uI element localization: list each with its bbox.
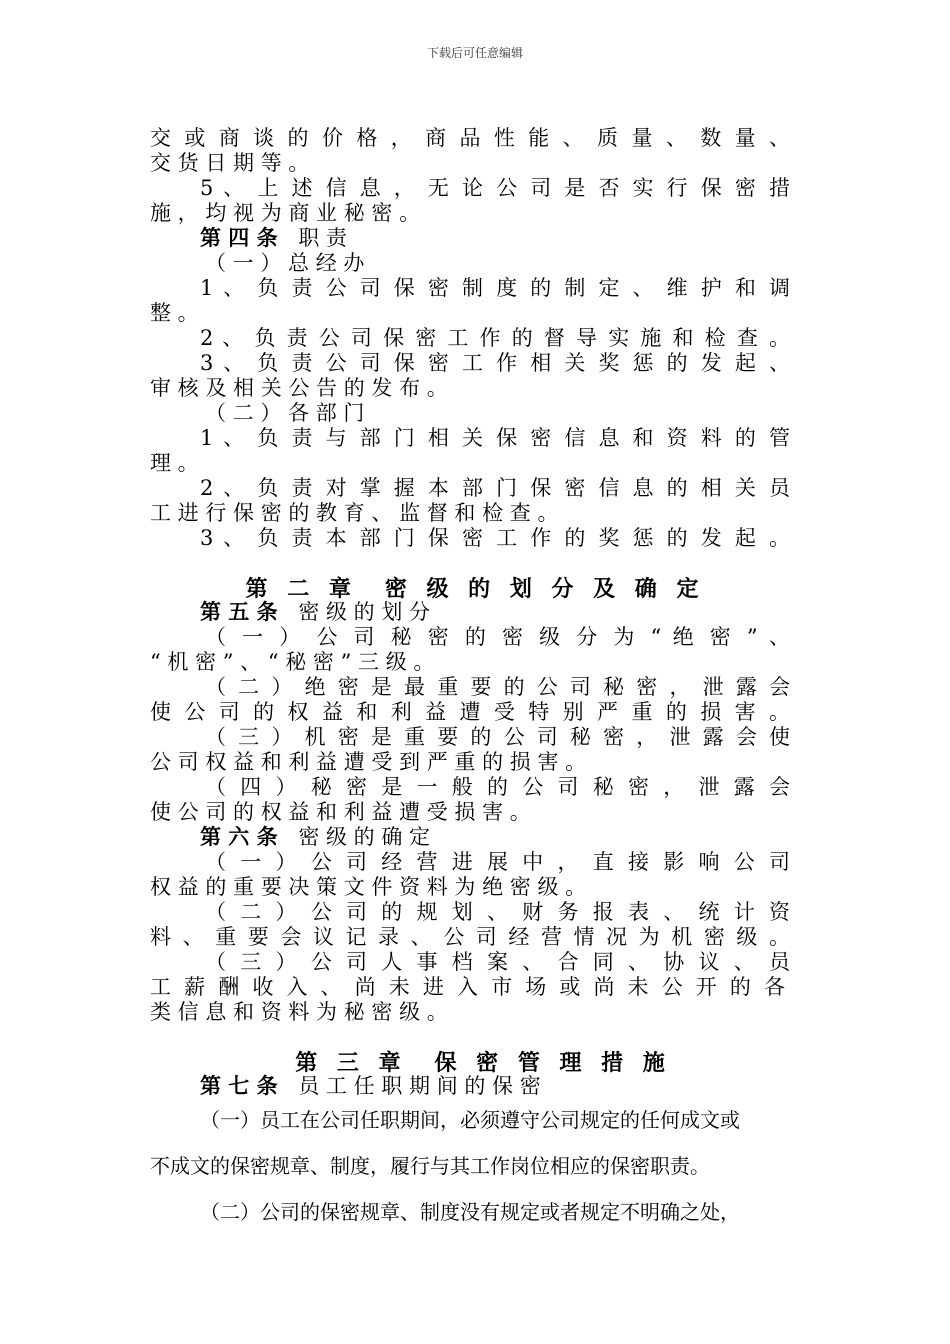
article-label: 第 四 条 — [200, 225, 278, 250]
article-6-heading — [200, 824, 840, 850]
text-line: 公 司 权 益 和 利 益 遭 受 到 严 重 的 损 害 。 — [150, 750, 587, 774]
text-line: 1 、 负 责 公 司 保 密 制 度 的 制 定 、 维 护 和 调 — [200, 276, 790, 300]
article-label: 第 六 条 — [200, 824, 278, 849]
paragraph-line: 不成文的保密规章、制度，履行与其工作岗位相应的保密职责。 — [150, 1154, 710, 1178]
text-line: （ 一 ） 公 司 经 营 进 展 中 ， 直 接 影 响 公 司 — [205, 850, 790, 874]
text-line: （ 一 ） 公 司 秘 密 的 密 级 分 为 “ 绝 密 ” 、 — [205, 625, 790, 649]
article-title: 密 级 的 确 定 — [298, 825, 431, 849]
text-line: 2 、 负 责 公 司 保 密 工 作 的 督 导 实 施 和 检 查 。 — [200, 326, 790, 350]
text-line: 整 。 — [150, 301, 199, 325]
text-line: 交 货 日 期 等 。 — [150, 151, 310, 175]
text-line: 工 进 行 保 密 的 教 育 、 监 督 和 检 查 。 — [150, 501, 559, 525]
chapter-3-title: 第 三 章 保 密 管 理 措 施 — [295, 1050, 671, 1076]
text-line: 3 、 负 责 本 部 门 保 密 工 作 的 奖 惩 的 发 起 。 — [200, 526, 790, 550]
article-title: 员 工 任 职 期 间 的 保 密 — [298, 1074, 541, 1098]
article-label: 第 七 条 — [200, 1073, 278, 1098]
article-4-heading — [200, 225, 840, 251]
text-line: 使 公 司 的 权 益 和 利 益 遭 受 损 害 。 — [150, 800, 531, 824]
article-label: 第 五 条 — [200, 599, 278, 624]
text-line: （ 三 ） 机 密 是 重 要 的 公 司 秘 密 ， 泄 露 会 使 — [205, 725, 790, 749]
text-line: 料 、 重 要 会 议 记 录 、 公 司 经 营 情 况 为 机 密 级 。 — [150, 925, 790, 949]
paragraph-line: （一）员工在公司任职期间，必须遵守公司规定的任何成文或 — [200, 1108, 740, 1132]
article-7-heading — [200, 1073, 840, 1099]
text-line: （ 四 ） 秘 密 是 一 般 的 公 司 秘 密 ， 泄 露 会 — [205, 775, 790, 799]
text-line: 施 ， 均 视 为 商 业 秘 密 。 — [150, 201, 421, 225]
text-line: 交 或 商 谈 的 价 格 ， 商 品 性 能 、 质 量 、 数 量 、 — [150, 126, 790, 150]
text-line: 3 、 负 责 公 司 保 密 工 作 相 关 奖 惩 的 发 起 、 — [200, 351, 790, 375]
text-line: 2 、 负 责 对 掌 握 本 部 门 保 密 信 息 的 相 关 员 — [200, 476, 790, 500]
paragraph-line: （二）公司的保密规章、制度没有规定或者规定不明确之处， — [200, 1200, 740, 1224]
text-line: （ 二 ） 绝 密 是 最 重 要 的 公 司 秘 密 ， 泄 露 会 — [205, 675, 790, 699]
article-title: 密 级 的 划 分 — [298, 600, 431, 624]
section-heading: （ 二 ） 各 部 门 — [205, 401, 365, 425]
text-line: 工 薪 酬 收 入 、 尚 未 进 入 市 场 或 尚 未 公 开 的 各 — [150, 975, 785, 999]
text-line: “ 机 密 ” 、 “ 秘 密 ” 三 级 。 — [150, 650, 435, 674]
article-5-heading — [200, 599, 840, 625]
text-line: 1 、 负 责 与 部 门 相 关 保 密 信 息 和 资 料 的 管 — [200, 426, 790, 450]
text-line: 审 核 及 相 关 公 告 的 发 布 。 — [150, 376, 448, 400]
text-line: 权 益 的 重 要 决 策 文 件 资 料 为 绝 密 级 。 — [150, 875, 587, 899]
text-line: 理 。 — [150, 451, 199, 475]
text-line: 5 、 上 述 信 息 ， 无 论 公 司 是 否 实 行 保 密 措 — [200, 176, 790, 200]
text-line: （ 三 ） 公 司 人 事 档 案 、 合 同 、 协 议 、 员 — [205, 950, 790, 974]
page-header: 下载后可任意编辑 — [426, 46, 523, 60]
text-line: 使 公 司 的 权 益 和 利 益 遭 受 特 别 严 重 的 损 害 。 — [150, 700, 790, 724]
section-heading: （ 一 ） 总 经 办 — [205, 251, 365, 275]
chapter-2-title: 第 二 章 密 级 的 划 分 及 确 定 — [245, 576, 705, 602]
text-line: （ 二 ） 公 司 的 规 划 、 财 务 报 表 、 统 计 资 — [205, 900, 790, 924]
text-line: 类 信 息 和 资 料 为 秘 密 级 。 — [150, 1000, 448, 1024]
article-title: 职 责 — [298, 226, 347, 250]
